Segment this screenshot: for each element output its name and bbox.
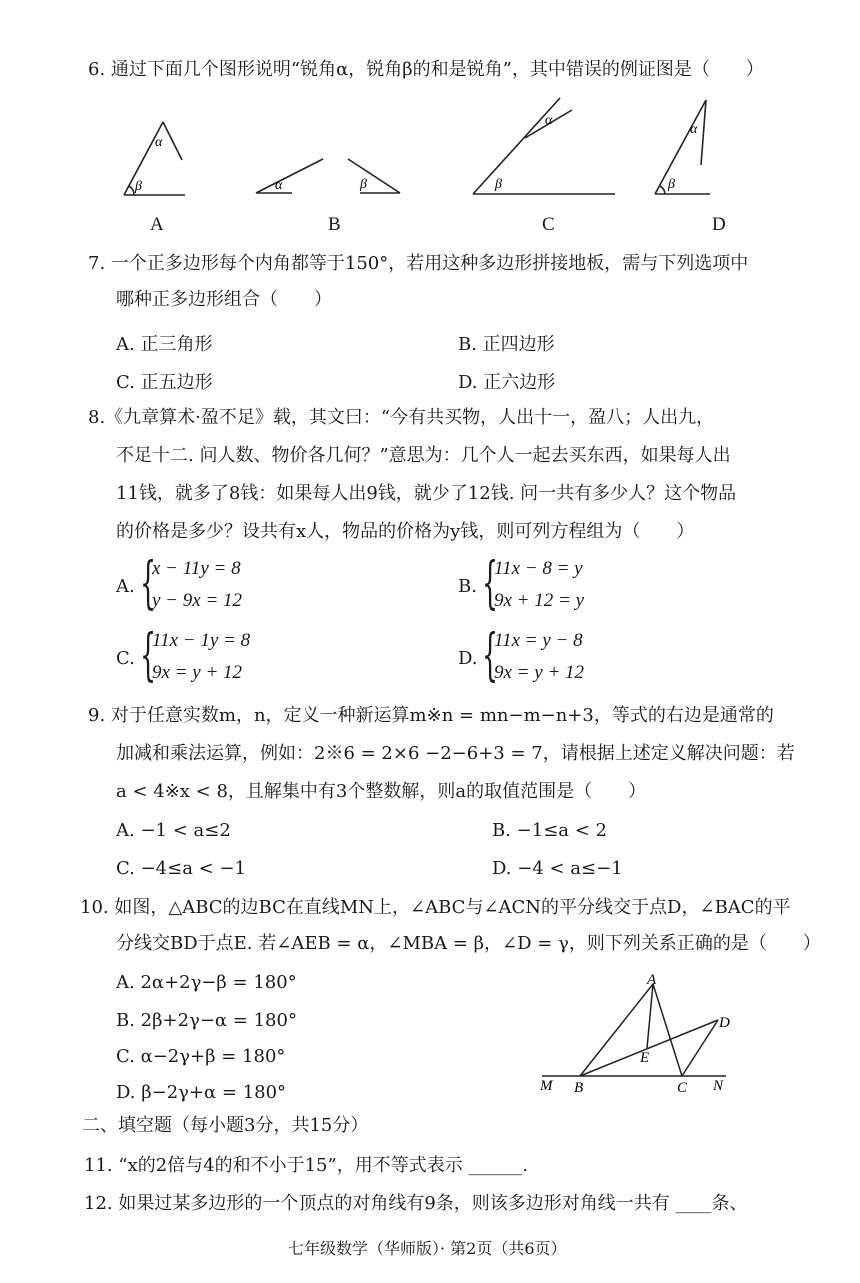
q8-option-a-brace: { bbox=[140, 551, 157, 616]
q8-option-a-eq1: x − 11y = 8 bbox=[152, 558, 241, 579]
q7-option-d: D. 正六边形 bbox=[458, 372, 556, 393]
point-c-label: C bbox=[677, 1080, 688, 1096]
point-n-label: N bbox=[713, 1078, 724, 1094]
figure-a-label: A bbox=[150, 214, 164, 235]
q9-option-c: C. −4≤a < −1 bbox=[116, 858, 246, 879]
figure-c-alpha: α bbox=[545, 113, 553, 128]
q12-text: 12. 如果过某多边形的一个顶点的对角线有9条，则该多边形对角线一共有 ____条、 bbox=[84, 1193, 748, 1214]
q8-option-c-label: C. bbox=[116, 648, 135, 669]
q9-line3: a < 4※x < 8，且解集中有3个整数解，则a的取值范围是（ ） bbox=[116, 781, 647, 802]
q8-line4: 的价格是多少？设共有x人，物品的价格为y钱，则可列方程组为（ ） bbox=[116, 521, 695, 542]
q10-option-c: C. α−2γ+β = 180° bbox=[116, 1046, 286, 1067]
q9-line1: 9. 对于任意实数m，n，定义一种新运算m※n = mn−m−n+3，等式的右边是通常的 bbox=[88, 705, 774, 726]
q8-option-d bbox=[458, 623, 658, 690]
q11-text: 11. “x的2倍与4的和不小于15”，用不等式表示 ______. bbox=[84, 1155, 529, 1176]
q10-line2: 分线交BD于点E. 若∠AEB = α，∠MBA = β，∠D = γ，则下列关系正确的是（ ） bbox=[116, 933, 821, 954]
figure-b-label: B bbox=[328, 214, 341, 235]
q7-line2: 哪种正多边形组合（ ） bbox=[116, 289, 332, 310]
q8-option-c-eq1: 11x − 1y = 8 bbox=[152, 630, 251, 651]
q9-line2: 加减和乘法运算，例如：2※6 = 2×6 −2−6+3 = 7，请根据上述定义解决问题：若 bbox=[116, 743, 795, 764]
figure-c-beta: β bbox=[495, 177, 502, 192]
q8-option-d-label: D. bbox=[458, 648, 478, 669]
figure-b-alpha: α bbox=[275, 178, 283, 193]
figure-d-label: D bbox=[712, 214, 726, 235]
q8-option-b-label: B. bbox=[458, 576, 477, 597]
q8-option-c bbox=[116, 623, 316, 690]
q10-option-b: B. 2β+2γ−α = 180° bbox=[116, 1010, 297, 1031]
point-a-label: A bbox=[647, 972, 657, 988]
q7-line1: 7. 一个正多边形每个内角都等于150°，若用这种多边形拼接地板，需与下列选项中 bbox=[88, 253, 749, 274]
q7-option-c: C. 正五边形 bbox=[116, 372, 213, 393]
q6-stem: 6. 通过下面几个图形说明“锐角α，锐角β的和是锐角”，其中错误的例证图是（ ） bbox=[88, 59, 764, 80]
q8-option-d-eq1: 11x = y − 8 bbox=[494, 630, 583, 651]
q8-option-d-eq2: 9x = y + 12 bbox=[494, 662, 585, 683]
page-footer: 七年级数学（华师版）· 第2页（共6页） bbox=[288, 1239, 567, 1258]
figure-c-label: C bbox=[542, 214, 555, 235]
figure-d-alpha: α bbox=[690, 122, 698, 137]
point-d-label: D bbox=[719, 1015, 730, 1031]
q10-line1: 10. 如图，△ABC的边BC在直线MN上，∠ABC与∠ACN的平分线交于点D，∠BAC的平 bbox=[80, 897, 791, 918]
q7-option-a: A. 正三角形 bbox=[116, 334, 213, 355]
q9-option-d: D. −4 < a≤−1 bbox=[492, 858, 623, 879]
q8-option-d-brace: { bbox=[482, 623, 499, 688]
q8-option-b-brace: { bbox=[482, 551, 499, 616]
q10-option-d: D. β−2γ+α = 180° bbox=[116, 1082, 287, 1103]
q10-triangle-figure bbox=[520, 968, 760, 1096]
figure-d bbox=[655, 100, 710, 194]
point-e-label: E bbox=[640, 1050, 650, 1066]
q6-figures bbox=[0, 90, 860, 240]
q8-option-c-brace: { bbox=[140, 623, 157, 688]
q8-line2: 不足十二. 问人数、物价各几何？”意思为：几个人一起去买东西，如果每人出 bbox=[116, 445, 731, 466]
q8-option-a bbox=[116, 551, 316, 618]
section-2-heading: 二、填空题（每小题3分，共15分） bbox=[82, 1115, 369, 1136]
q8-option-a-label: A. bbox=[116, 576, 135, 597]
q8-option-b-eq1: 11x − 8 = y bbox=[494, 558, 583, 579]
q7-option-b: B. 正四边形 bbox=[458, 334, 555, 355]
q9-option-b: B. −1≤a < 2 bbox=[492, 820, 607, 841]
q8-option-c-eq2: 9x = y + 12 bbox=[152, 662, 243, 683]
point-b-label: B bbox=[574, 1080, 584, 1096]
figure-b-beta: β bbox=[360, 177, 367, 192]
figure-a bbox=[124, 122, 185, 195]
figure-a-beta: β bbox=[135, 179, 142, 194]
q8-option-b-eq2: 9x + 12 = y bbox=[494, 590, 585, 611]
segment-ae bbox=[647, 984, 653, 1048]
segment-cd bbox=[682, 1020, 718, 1076]
figure-a-alpha: α bbox=[155, 135, 163, 150]
q10-option-a: A. 2α+2γ−β = 180° bbox=[116, 972, 297, 993]
q8-option-a-eq2: y − 9x = 12 bbox=[152, 590, 243, 611]
q8-option-b bbox=[458, 551, 658, 618]
q8-line1: 8.《九章算术·盈不足》载，其文曰：“今有共买物，人出十一，盈八；人出九， bbox=[88, 407, 715, 428]
point-m-label: M bbox=[540, 1078, 553, 1094]
figure-d-beta: β bbox=[668, 177, 675, 192]
q8-line3: 11钱，就多了8钱：如果每人出9钱，就少了12钱. 问一共有多少人？这个物品 bbox=[116, 483, 737, 504]
q9-option-a: A. −1 < a≤2 bbox=[116, 820, 231, 841]
segment-ac bbox=[653, 984, 682, 1076]
